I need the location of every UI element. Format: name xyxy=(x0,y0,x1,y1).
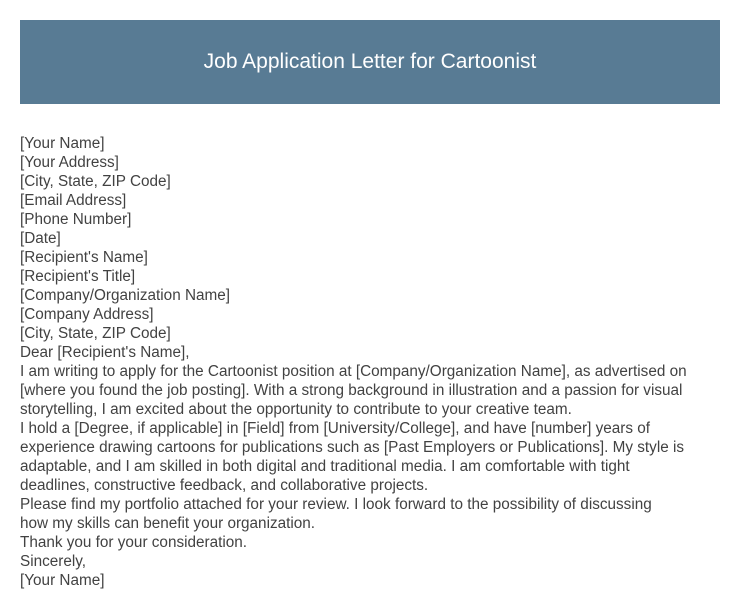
paragraph-line: Thank you for your consideration. xyxy=(20,534,248,551)
recipient-block xyxy=(20,248,725,343)
paragraph-portfolio xyxy=(20,495,725,533)
signature: [Your Name] xyxy=(20,572,105,589)
sender-city-state-zip: [City, State, ZIP Code] xyxy=(20,173,171,190)
paragraph-line: experience drawing cartoons for publications such as [Past Employers or Publications]. My style is xyxy=(20,439,685,456)
paragraph-intro xyxy=(20,362,725,419)
letter-body xyxy=(20,134,725,590)
sender-phone: [Phone Number] xyxy=(20,211,132,228)
paragraph-line: Please find my portfolio attached for your review. I look forward to the possibility of discussing xyxy=(20,496,652,513)
paragraph-experience xyxy=(20,419,725,495)
paragraph-line: how my skills can benefit your organization. xyxy=(20,515,316,532)
recipient-address: [Company Address] xyxy=(20,306,154,323)
paragraph-line: I hold a [Degree, if applicable] in [Field] from [University/College], and have [number] years of xyxy=(20,420,651,437)
paragraph-thanks xyxy=(20,533,725,552)
recipient-company: [Company/Organization Name] xyxy=(20,287,231,304)
page-title: Job Application Letter for Cartoonist xyxy=(203,50,537,73)
title-banner xyxy=(20,20,720,104)
recipient-title: [Recipient's Title] xyxy=(20,268,136,285)
sender-email: [Email Address] xyxy=(20,192,127,209)
paragraph-line: [where you found the job posting]. With a strong background in illustration and a passion for visual xyxy=(20,382,683,399)
recipient-name: [Recipient's Name] xyxy=(20,249,148,266)
sender-name: [Your Name] xyxy=(20,135,105,152)
sender-address: [Your Address] xyxy=(20,154,119,171)
paragraph-line: deadlines, constructive feedback, and collaborative projects. xyxy=(20,477,429,494)
paragraph-line: adaptable, and I am skilled in both digital and traditional media. I am comfortable with tight xyxy=(20,458,630,475)
salutation: Dear [Recipient's Name], xyxy=(20,344,190,361)
sender-block xyxy=(20,134,725,248)
recipient-city-state-zip: [City, State, ZIP Code] xyxy=(20,325,171,342)
letter-date: [Date] xyxy=(20,230,61,247)
paragraph-line: storytelling, I am excited about the opportunity to contribute to your creative team. xyxy=(20,401,572,418)
closing: Sincerely, xyxy=(20,553,87,570)
paragraph-line: I am writing to apply for the Cartoonist position at [Company/Organization Name], as advertised on xyxy=(20,363,687,380)
